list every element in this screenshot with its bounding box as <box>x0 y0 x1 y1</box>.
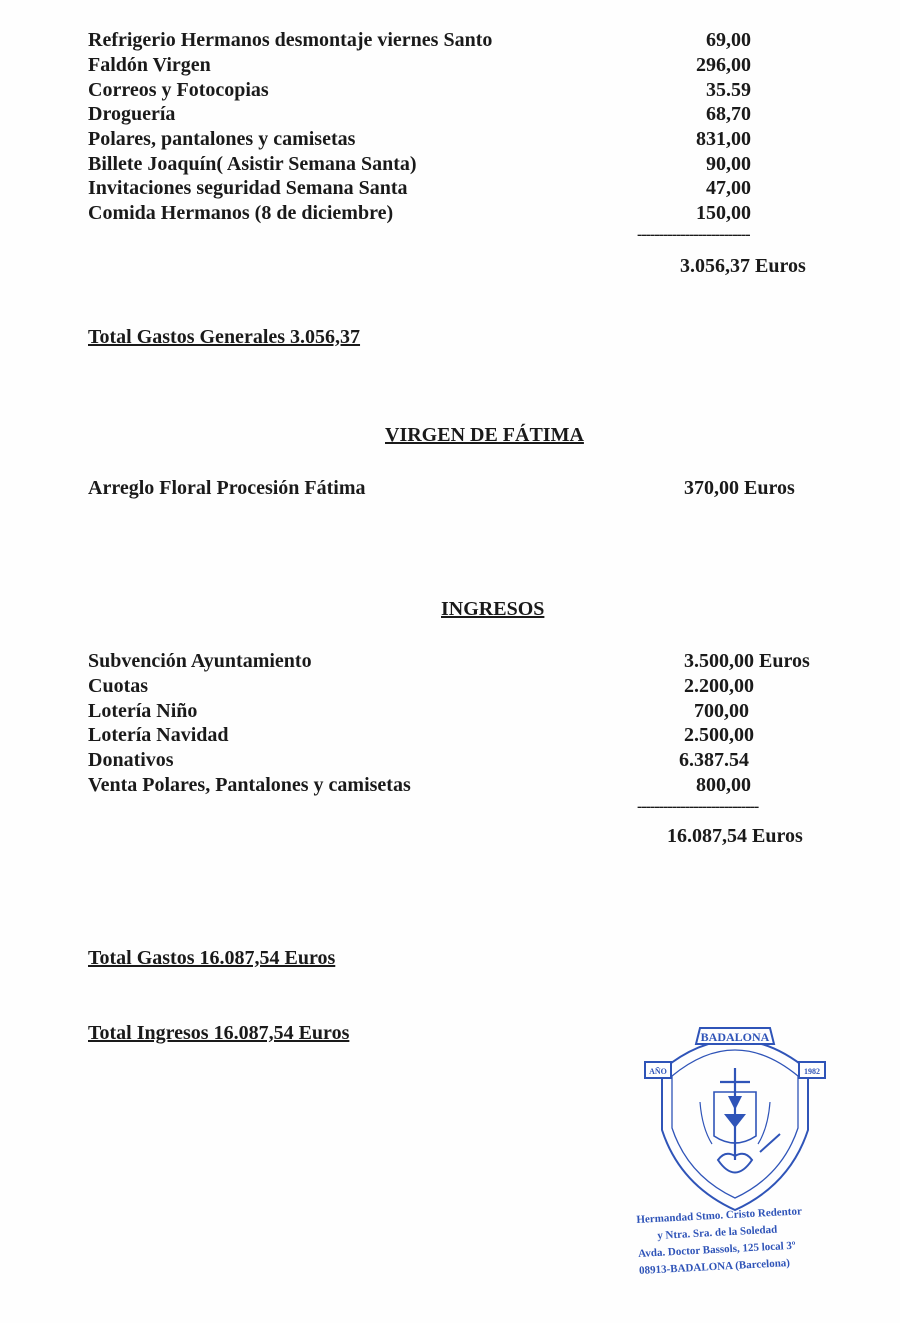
gasto-concepto: Invitaciones seguridad Semana Santa <box>88 177 408 199</box>
total-gastos: Total Gastos 16.087,54 Euros <box>88 947 336 969</box>
gasto-importe: 150,00 <box>696 202 751 224</box>
seal-line: 08913-BADALONA (Barcelona) <box>638 1257 791 1277</box>
total-ingresos: Total Ingresos 16.087,54 Euros <box>88 1022 350 1044</box>
sum-divider: ---------------------------- <box>637 798 759 815</box>
gasto-importe: 47,00 <box>706 177 751 199</box>
gasto-concepto: Billete Joaquín( Asistir Semana Santa) <box>88 153 417 175</box>
gasto-concepto: Refrigerio Hermanos desmontaje viernes Santo <box>88 29 493 51</box>
ingreso-concepto: Subvención Ayuntamiento <box>88 650 312 672</box>
section-heading-ingresos: INGRESOS <box>441 598 545 620</box>
ingreso-concepto: Venta Polares, Pantalones y camisetas <box>88 774 411 796</box>
ingreso-importe: 800,00 <box>696 774 751 796</box>
ingreso-importe: 6.387.54 <box>679 749 749 771</box>
gasto-importe: 831,00 <box>696 128 751 150</box>
seal-address-text <box>636 1201 849 1280</box>
seal-line: Hermandad Stmo. Cristo Redentor <box>636 1205 803 1226</box>
ingreso-importe: 700,00 <box>694 700 749 722</box>
ingreso-concepto: Cuotas <box>88 675 149 697</box>
gasto-concepto: Comida Hermanos (8 de diciembre) <box>88 202 394 224</box>
gasto-concepto: Faldón Virgen <box>88 54 211 76</box>
seal-line: y Ntra. Sra. de la Soledad <box>656 1223 778 1242</box>
gastos-generales-subtotal: 3.056,37 Euros <box>680 255 806 277</box>
gasto-concepto: Polares, pantalones y camisetas <box>88 128 356 150</box>
seal-top-text: BADALONA <box>700 1030 770 1044</box>
gasto-concepto: Correos y Fotocopias <box>88 79 269 101</box>
gasto-importe: 296,00 <box>696 54 751 76</box>
ingreso-importe: 2.500,00 <box>684 724 754 746</box>
ingreso-importe: 2.200,00 <box>684 675 754 697</box>
seal-year-prefix: AÑO <box>649 1067 667 1076</box>
gasto-importe: 35.59 <box>706 79 751 101</box>
hermandad-seal-stamp <box>640 1010 830 1215</box>
seal-line: Avda. Doctor Bassols, 125 local 3º <box>637 1239 796 1260</box>
section-heading-virgen-fatima: VIRGEN DE FÁTIMA <box>385 424 584 446</box>
seal-year-suffix: 1982 <box>804 1067 820 1076</box>
gasto-concepto: Droguería <box>88 103 176 125</box>
fatima-importe: 370,00 Euros <box>684 477 795 499</box>
ingresos-subtotal: 16.087,54 Euros <box>667 825 803 847</box>
gasto-importe: 69,00 <box>706 29 751 51</box>
ingreso-importe: 3.500,00 Euros <box>684 650 810 672</box>
gasto-importe: 90,00 <box>706 153 751 175</box>
fatima-concepto: Arreglo Floral Procesión Fátima <box>88 477 366 499</box>
total-gastos-generales: Total Gastos Generales 3.056,37 <box>88 326 361 348</box>
gasto-importe: 68,70 <box>706 103 751 125</box>
ingreso-concepto: Lotería Niño <box>88 700 198 722</box>
sum-divider: -------------------------- <box>637 226 750 243</box>
ingreso-concepto: Donativos <box>88 749 174 771</box>
ingreso-concepto: Lotería Navidad <box>88 724 229 746</box>
